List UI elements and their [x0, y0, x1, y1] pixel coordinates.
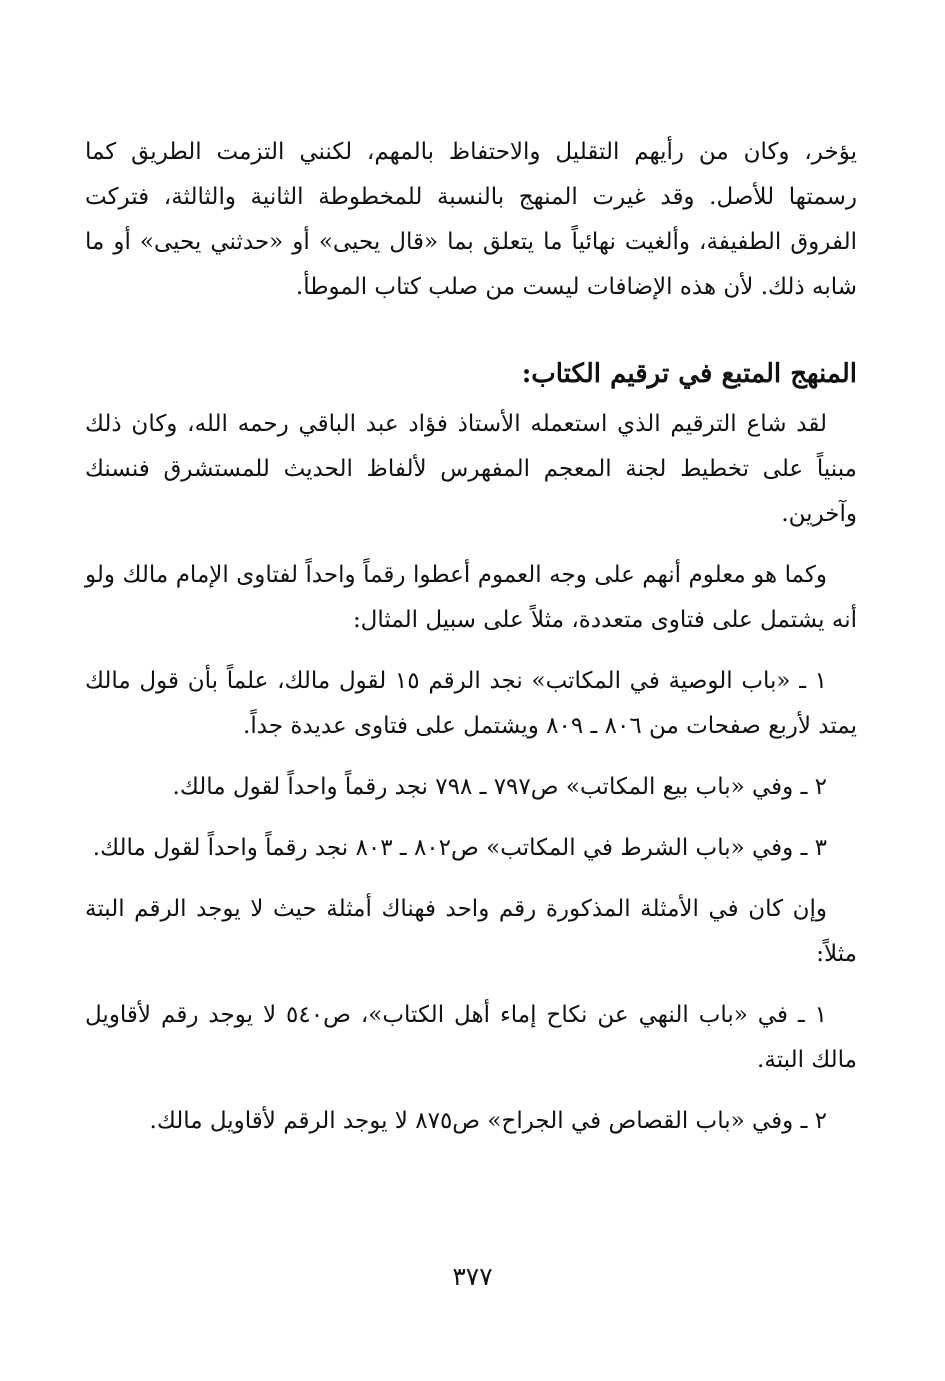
example-no-number-1: ١ ـ في «باب النهي عن نكاح إماء أهل الكتاب»، ص٥٤٠ لا يوجد رقم لأقاويل مالك البتة. [85, 1002, 857, 1073]
continuation-paragraph: يؤخر، وكان من رأيهم التقليل والاحتفاظ بالمهم، لكنني التزمت الطريق كما رسمتها للأصل. وقد غيرت المنهج بالنسبة للمخطوطة الثانية والثالثة، فتركت الفروق الطفيفة، وألغيت نهائياً ما يتعلق بما «قال يحيى» أو «حدثني يحيى» أو ما شابه ذلك. لأن هذه الإضافات ليست من صلب كتاب الموطأ. [85, 139, 857, 300]
page-body [85, 130, 857, 1160]
paragraph-general: وكما هو معلوم أنهم على وجه العموم أعطوا رقماً واحداً لفتاوى الإمام مالك ولو أنه يشتمل على فتاوى متعددة، مثلاً على سبيل المثال: [85, 562, 857, 633]
example-3: ٣ ـ وفي «باب الشرط في المكاتب» ص٨٠٢ ـ ٨٠٣ نجد رقماً واحداً لقول مالك. [92, 835, 827, 861]
paragraph-intro: لقد شاع الترقيم الذي استعمله الأستاذ فؤاد عبد الباقي رحمه الله، وكان ذلك مبنياً على تخطيط لجنة المعجم المفهرس لألفاظ الحديث للمستشرق فنسنك وآخرين. [85, 411, 857, 527]
page-number: ٣٧٧ [452, 1262, 493, 1291]
example-1: ١ ـ «باب الوصية في المكاتب» نجد الرقم ١٥ لقول مالك، علماً بأن قول مالك يمتد لأربع صفحات من ٨٠٦ ـ ٨٠٩ ويشتمل على فتاوى عديدة جداً. [85, 668, 857, 739]
example-2: ٢ ـ وفي «باب بيع المكاتب» ص٧٩٧ ـ ٧٩٨ نجد رقماً واحداً لقول مالك. [172, 774, 827, 800]
paragraph-no-number: وإن كان في الأمثلة المذكورة رقم واحد فهناك أمثلة حيث لا يوجد الرقم البتة مثلاً: [85, 896, 857, 967]
example-no-number-2: ٢ ـ وفي «باب القصاص في الجراح» ص٨٧٥ لا يوجد الرقم لأقاويل مالك. [149, 1108, 827, 1134]
section-heading: المنهج المتبع في ترقيم الكتاب: [521, 359, 857, 389]
